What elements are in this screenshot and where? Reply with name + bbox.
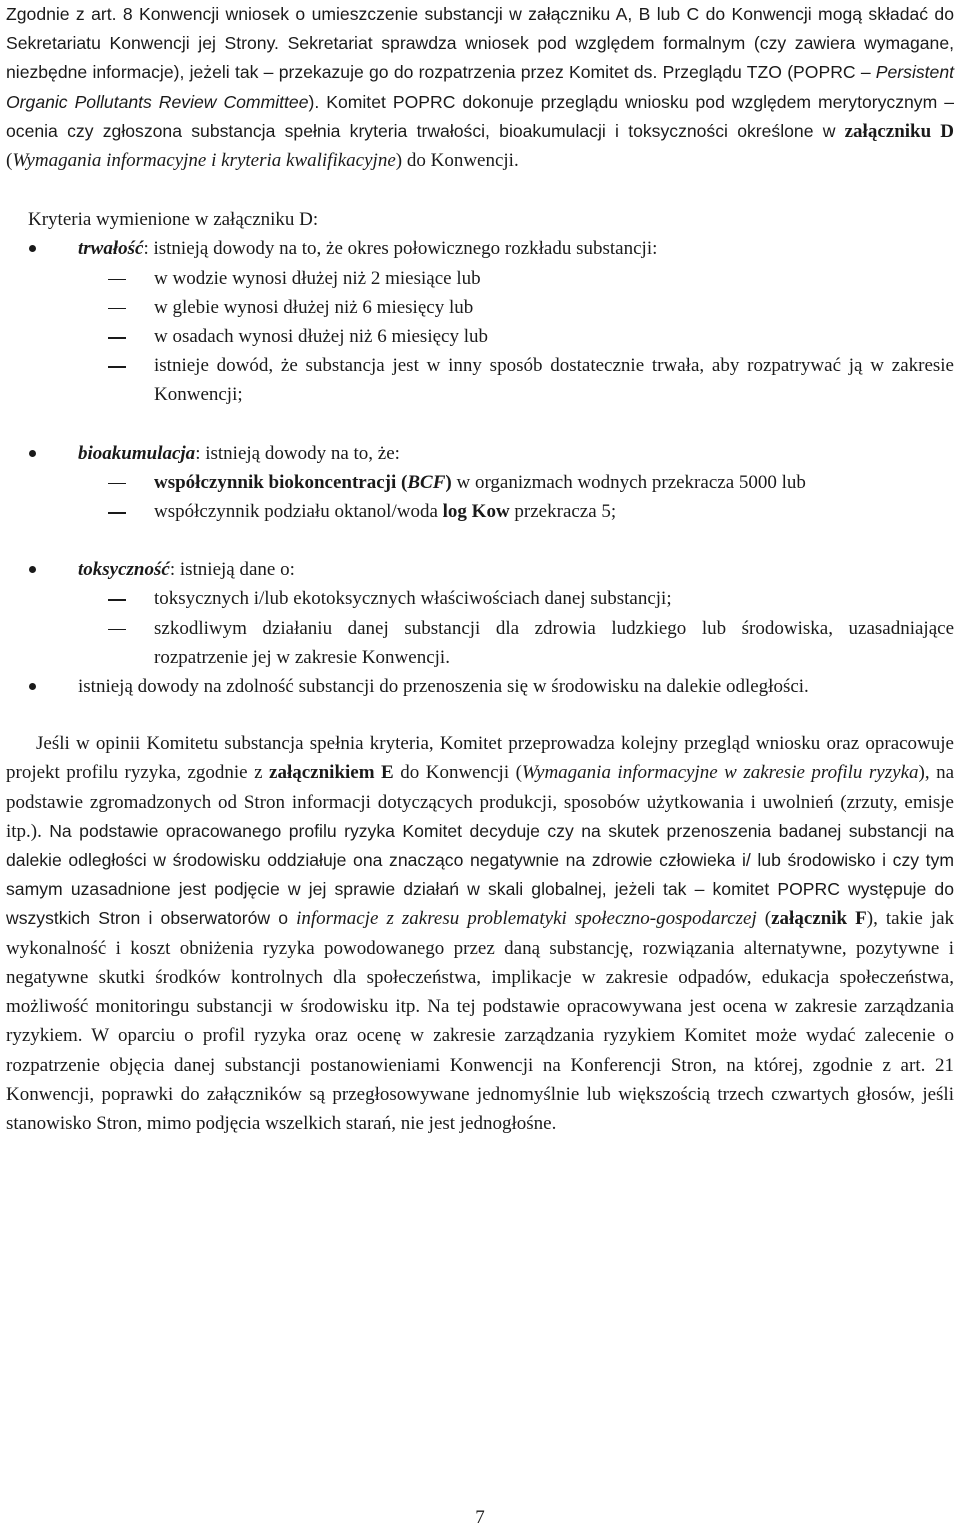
persistence-item-text: w glebie wynosi dłużej niż 6 miesięcy lub bbox=[154, 296, 474, 318]
persistence-item bbox=[6, 264, 954, 293]
p2-text-4: Na podstawie opracowanego profilu ryzyka Komitet decyduje czy na skutek przenoszenia badanej substancji na dalekie odległości w środowisku oddziałuje ona znacząco negatywnie na zdrowie człowieka i/ lub środowisko i czy tym samym uzasadnione jest podjęcie w jej sprawie działań w skali globalnej, jeżeli tak – komitet POPRC występuje do wszystkich Stron i obserwatorów o bbox=[6, 820, 955, 929]
spacer bbox=[6, 410, 954, 439]
criteria-heading: Kryteria wymienione w załączniku D: bbox=[28, 209, 319, 231]
dash-icon bbox=[108, 599, 126, 601]
toxicity-item-text: toksycznych i/lub ekotoksycznych właściwościach danej substancji; bbox=[154, 588, 672, 610]
bioaccumulation-label: bioakumulacja bbox=[78, 442, 196, 464]
p2-text-3: ), na podstawie zgromadzonych od Stron informacji dotyczących produkcji, sposobów użytkowania i uwolnień (zrzuty, emisje itp.). bbox=[6, 762, 955, 842]
dash-icon bbox=[108, 512, 126, 514]
bcf-abbr: BCF bbox=[407, 471, 446, 493]
persistence-item bbox=[6, 351, 954, 409]
dash-icon bbox=[108, 483, 126, 485]
annex-e-reference: załącznikiem E bbox=[269, 762, 394, 784]
bullet-icon bbox=[29, 245, 36, 252]
persistence-text: : istnieją dowody na to, że okres połowicznego rozkładu substancji: bbox=[143, 238, 658, 260]
persistence-item-text: w osadach wynosi dłużej niż 6 miesięcy lub bbox=[154, 326, 489, 348]
toxicity-item-text: szkodliwym działaniu danej substancji dla zdrowia ludzkiego lub środowiska, uzasadniające rozpatrzenie jej w zakresie Konwencji. bbox=[154, 617, 954, 668]
socioeconomic-info: informacje z zakresu problematyki społeczno-gospodarczej bbox=[296, 908, 757, 930]
persistence-item-text: w wodzie wynosi dłużej niż 2 miesiące lub bbox=[154, 267, 481, 289]
intro-close: ). Komitet POPRC dokonuje przeglądu wniosku pod względem merytorycznym – ocenia czy zgłoszona substancja spełnia kryteria trwałości, bioakumulacji i toksyczności określone w bbox=[6, 91, 954, 141]
dash-icon bbox=[108, 337, 126, 339]
dash-icon bbox=[108, 308, 126, 310]
annex-d-reference: załączniku D bbox=[844, 120, 955, 142]
document-page bbox=[6, 0, 954, 1138]
spacer bbox=[6, 526, 954, 555]
bioaccumulation-text: : istnieją dowody na to, że: bbox=[195, 442, 400, 464]
dash-icon bbox=[108, 279, 126, 281]
toxicity-item bbox=[6, 584, 954, 613]
transport-text: istnieją dowody na zdolność substancji do przenoszenia się w środowisku na dalekie odległości. bbox=[78, 676, 809, 698]
p2-text-5: ), takie jak wykonalność i koszt obniżenia ryzyka powodowanego przez daną substancję, rozwiązania alternatywne, pozytywne i negatywne skutki środków kontrolnych dla społeczeństwa, implikacje w zakresie odpadów, edukacja społeczeństwa, możliwość monitoringu substancji w środowisku itp. Na tej podstawie opracowywana jest ocena w zakresie zarządzania ryzykiem. W oparciu o profil ryzyka oraz ocenę w zakresie zarządzania ryzykiem Komitet może wydać zalecenie o rozpatrzenie objęcia danej substancji postanowieniami Konwencji na Konferencji Stron, na której, zgodnie z art. 21 Konwencji, poprawki do załączników są przegłosowywane jednomyślnie lub większością trzech czwartych głosów, jeśli stanowisko Stron, mimo podjęcia wszelkich starań, nie jest jednogłośne. bbox=[6, 908, 955, 1134]
criterion-persistence bbox=[6, 234, 954, 263]
bullet-icon bbox=[29, 450, 36, 457]
criterion-bioaccumulation bbox=[6, 439, 954, 468]
paragraph-intro bbox=[6, 0, 954, 175]
kow-threshold: przekracza 5; bbox=[514, 501, 617, 523]
paren-open-f: ( bbox=[764, 908, 772, 930]
bioaccumulation-item bbox=[6, 497, 954, 526]
annex-e-title: Wymagania informacyjne w zakresie profilu ryzyka bbox=[521, 762, 919, 784]
page-number: 7 bbox=[475, 1507, 485, 1528]
bullet-icon bbox=[29, 566, 36, 573]
persistence-label: trwałość bbox=[78, 238, 144, 260]
paragraph-risk-profile bbox=[6, 729, 954, 1138]
committee-name-english: Persistent Organic Pollutants Review Committee bbox=[6, 62, 955, 112]
bcf-text: w organizmach wodnych przekracza 5000 lub bbox=[456, 471, 806, 493]
toxicity-text: : istnieją dane o: bbox=[169, 559, 295, 581]
kow-term: log Kow bbox=[442, 501, 510, 523]
intro-end: ) do Konwencji. bbox=[395, 150, 519, 172]
persistence-item-text: istnieje dowód, że substancja jest w inny sposób dostatecznie trwała, aby rozpatrywać ją w zakresie Konwencji; bbox=[154, 355, 954, 406]
criterion-transport bbox=[6, 672, 954, 701]
persistence-item bbox=[6, 293, 954, 322]
bcf-paren: ) bbox=[445, 471, 452, 493]
intro-text: Zgodnie z art. 8 Konwencji wniosek o umieszczenie substancji w załączniku A, B lub C do Konwencji mogą składać do Sekretariatu Konwencji jej Strony. Sekretariat sprawdza wniosek pod względem formalnym (czy zawiera wymagane, niezbędne informacje), jeżeli tak – przekazuje go do rozpatrzenia przez Komitet ds. Przeglądu TZO (POPRC – bbox=[6, 4, 954, 83]
annex-f-reference: załącznik F bbox=[771, 908, 867, 930]
bullet-icon bbox=[29, 683, 36, 690]
dash-icon bbox=[108, 366, 126, 368]
toxicity-label: toksyczność bbox=[78, 559, 170, 581]
bioaccumulation-item bbox=[6, 468, 954, 497]
p2-text-2: do Konwencji ( bbox=[400, 762, 522, 784]
p2-text-1: Jeśli w opinii Komitetu substancja spełnia kryteria, Komitet przeprowadza kolejny przegląd wniosku oraz opracowuje projekt profilu ryzyka, zgodnie z bbox=[6, 733, 954, 784]
paren-open: ( bbox=[6, 150, 13, 172]
annex-d-title: Wymagania informacyjne i kryteria kwalifikacyjne bbox=[12, 150, 396, 172]
criterion-toxicity bbox=[6, 555, 954, 584]
persistence-item bbox=[6, 322, 954, 351]
dash-icon bbox=[108, 629, 126, 631]
bcf-term: współczynnik biokoncentracji ( bbox=[154, 471, 408, 493]
toxicity-item bbox=[6, 614, 954, 672]
kow-text: współczynnik podziału oktanol/woda bbox=[154, 501, 438, 523]
